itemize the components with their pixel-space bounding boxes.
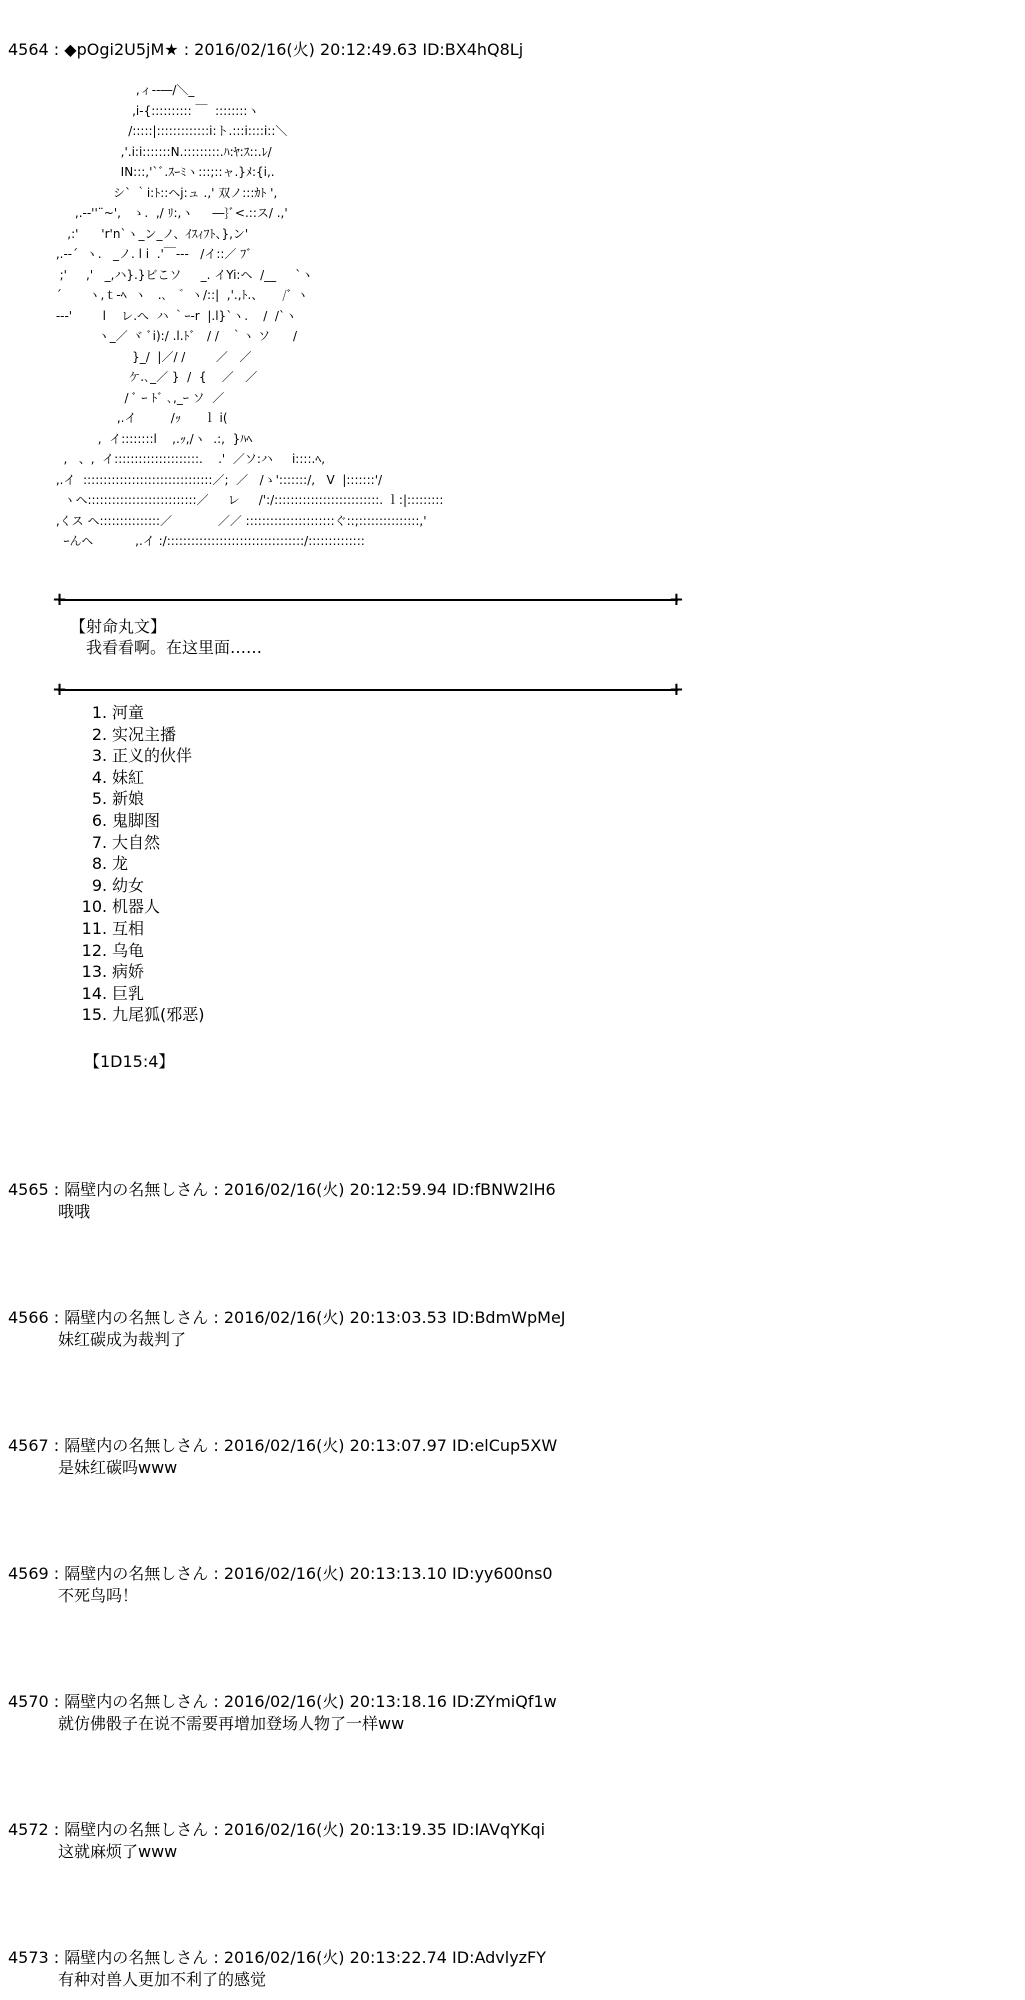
post-header-4569: 4569 : 隔壁内の名無しさん : 2016/02/16(火) 20:13:13.10 ID:yy600ns0: [8, 1564, 553, 1583]
post-body-4572: 这就麻烦了www: [58, 1842, 178, 1861]
post-header-4567: 4567 : 隔壁内の名無しさん : 2016/02/16(火) 20:13:07.97 ID:elCup5XW: [8, 1436, 558, 1455]
post-header-4570: 4570 : 隔壁内の名無しさん : 2016/02/16(火) 20:13:18.16 ID:ZYmiQf1w: [8, 1692, 557, 1711]
list-item: 10. 机器人: [81, 897, 161, 917]
post-body-4567: 是妹红碳吗www: [58, 1458, 178, 1477]
list-item: 2. 实况主播: [91, 724, 177, 744]
list-item: 7. 大自然: [91, 832, 161, 852]
speaker-name: 【射命丸文】: [70, 617, 167, 636]
post-body-4565: 哦哦: [58, 1202, 91, 1221]
list-item: 4. 妹紅: [91, 767, 145, 787]
post-body-4570: 就仿佛骰子在说不需要再增加登场人物了一样ww: [58, 1714, 405, 1733]
list-item: 12. 乌龟: [81, 940, 145, 960]
post-body-4566: 妹红碳成为裁判了: [58, 1330, 187, 1349]
post-header-4573: 4573 : 隔壁内の名無しさん : 2016/02/16(火) 20:13:22.74 ID:AdvlyzFY: [8, 1948, 547, 1967]
list-item: 3. 正义的伙伴: [91, 746, 193, 766]
post-header-4566: 4566 : 隔壁内の名無しさん : 2016/02/16(火) 20:13:03.53 ID:BdmWpMeJ: [8, 1308, 566, 1327]
dice-roll-result: 【1D15:4】: [84, 1052, 175, 1071]
post-header-4572: 4572 : 隔壁内の名無しさん : 2016/02/16(火) 20:13:19.35 ID:IAVqYKqi: [8, 1820, 546, 1839]
list-item: 9. 幼女: [91, 875, 145, 895]
list-item: 15. 九尾狐(邪恶): [81, 1005, 205, 1025]
list-item: 11. 互相: [81, 918, 145, 938]
list-item: 6. 鬼脚图: [91, 810, 161, 830]
list-item: 5. 新娘: [91, 789, 145, 809]
horizontal-rule-top: + +: [52, 589, 684, 610]
list-item: 8. 龙: [91, 854, 129, 874]
list-item: 1. 河童: [91, 703, 145, 722]
ascii-art: ,ィ‐-―/＼_ ,i-{:::::::::: ￣ ::::::::ヽ /:::::|:::::::::::::i:ト.:::i::::i::＼ ,'.i:i:::::::N.:::::::::.ﾊ:ﾔ:ｽ::.ﾚ/ IN:::,'`ﾞ.ｽｰﾐヽ:::;::ャ.}ﾒ:{i,. シ` ｀i:ﾄ::ヘj:ュ .,' 双ノ:::ｶﾄ ', ,.-‐''¨~', ゝ. ,/ ﾘ:,ヽ ―}ﾞ<.::ス/ .,' ,:' 'r'n`ヽ_ン_ノ、ｲｽｨﾌﾄ、},ン' ,.-‐´ ヽ. _ノ. l i .'￣‐-‐ /イ::／ ﾌﾞ ;' ,' _,ハ}.}ビこソ _. イYi:ヘ /__ `ヽ ´ ヽ,ｔ-ﾍ ヽ .､ ゛ヽ/::| ,'.,ﾄ.、 /ﾞ ヽ ‐‐-' l レ.へ ハ ｀ｰ-r |.l}`ヽ. / /`ヽ ヽ_／ ヾ ﾞi):/ .l.ﾄﾞ / / ｀ヽ ソ / }_/ |／/ / ／ ／ ケ.､_／ } / { ／ ／ / ﾞ ｰ ﾄﾞ ､,_ｰ ソ ／ ,.イ /ｯ ｌ i( , イ::::::::l ,.ｯ,/ヽ .:, }ﾊﾍ , 、, イ:::::::::::::::::::::. .' ／ソ:ハ i::::.ﾍ, ,.イ ::::::::::::::::::::::::::::::::／; ／ /ゝ':::::::/, V |:::::::'/ ヽヘ:::::::::::::::::::::::::::／ レ /':/::::::::::::::::::::::::::. ｌ:|::::::::: ,くス ヘ:::::::::::::::／ ／／ ::::::::::::::::::::::ぐ::;:::::::::::::::,' ｰんヘ ,.イ :/::::::::::::::::::::::::::::::::::/::::::::::::::: [55, 83, 444, 548]
post-body-4573: 有种对兽人更加不利了的感觉: [58, 1970, 267, 1989]
list-item: 13. 病娇: [81, 962, 145, 982]
horizontal-rule-bottom: + +: [52, 679, 684, 700]
post-body-4569: 不死鸟吗！: [58, 1586, 139, 1605]
list-item: 14. 巨乳: [81, 983, 145, 1003]
post-header-4565: 4565 : 隔壁内の名無しさん : 2016/02/16(火) 20:12:59.94 ID:fBNW2lH6: [8, 1180, 556, 1199]
choice-list: [70, 702, 205, 1026]
post-header-4564: 4564 : ◆pOgi2U5jM★ : 2016/02/16(火) 20:12:49.63 ID:BX4hQ8Lj: [8, 40, 524, 59]
speech-text: 我看看啊。在这里面……: [86, 638, 263, 657]
